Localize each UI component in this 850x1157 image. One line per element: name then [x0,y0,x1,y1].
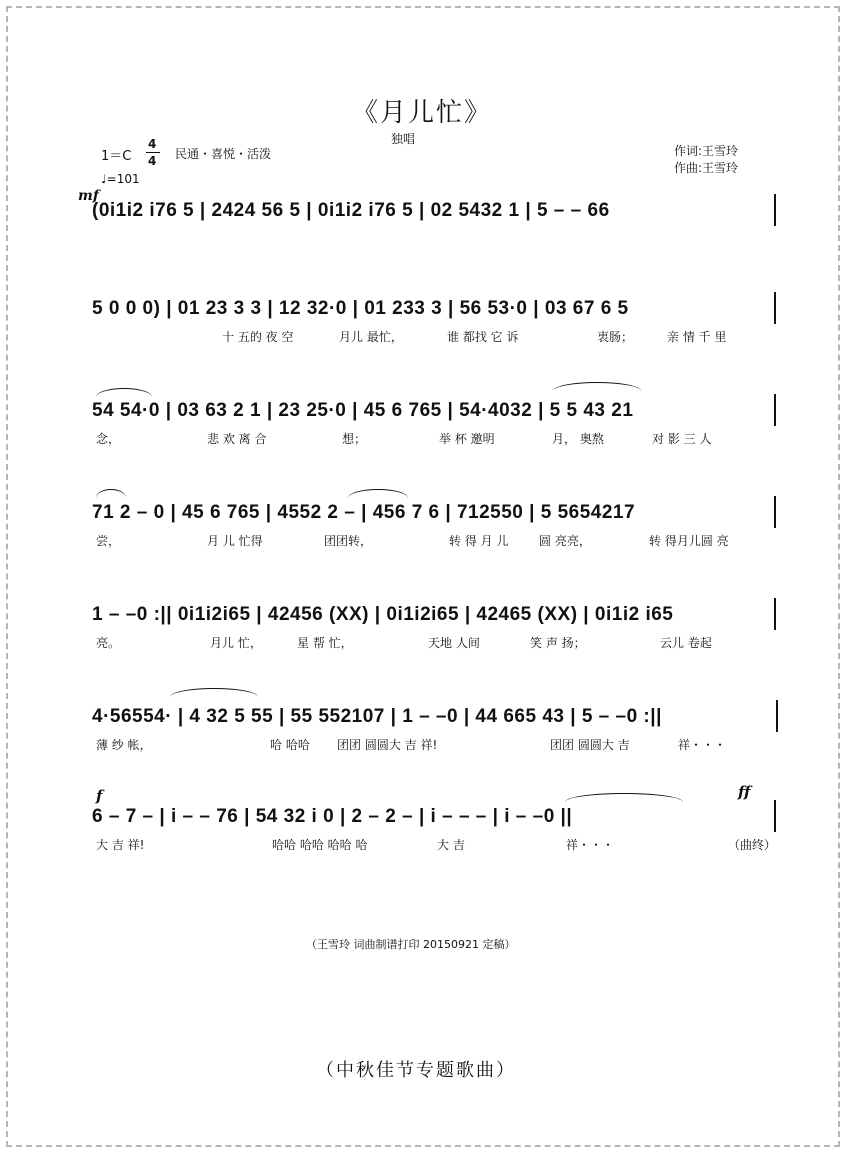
score-line-7 [92,806,782,832]
barline-end-3 [774,394,776,426]
dynamic-mf: mf [78,188,99,204]
key-signature: 1＝C [101,149,132,164]
time-signature-top: 4 [148,137,157,151]
score-line-2 [92,298,782,324]
lyric-segment: 亮。 [96,636,121,650]
score-line-4 [92,502,782,528]
lyric-segment: 团团 圆圆大 吉 [550,738,630,752]
lyric-segment: 念， [96,432,121,446]
notes-line-6: 4·56554· | 4 32 5 55 | 55 552107 | 1 – –0 | 44 665 43 | 5 – –0 :|| [92,706,662,727]
notes-line-1: (0i1i2 i76 5 | 2424 56 5 | 0i1i2 i76 5 | 02 5432 1 | 5 – – 66 [92,200,610,221]
score-line-5 [92,604,782,630]
tempo-marking: ♩=101 [101,172,140,186]
lyric-segment: 哈哈 哈哈 哈哈 哈 [272,838,368,852]
lyric-segment: 星 帮 忙， [297,636,353,650]
lyric-segment: 亲 情 千 里 [667,330,727,344]
lyric-segment: 月儿 忙， [210,636,262,650]
lyric-segment: 对 影 三 人 [652,432,712,446]
notes-line-5: 1 – –0 :|| 0i1i2i65 | 42456 (XX) | 0i1i2i65 | 42465 (XX) | 0i1i2 i65 [92,604,674,625]
lyric-segment: 天地 人间 [428,636,480,650]
notes-line-2: 5 0 0 0) | 01 23 3 3 | 12 32·0 | 01 233 3 | 56 53·0 | 03 67 6 5 [92,298,629,319]
lyric-segment: 薄 纱 帐， [96,738,152,752]
lyric-segment: 转 得 月 儿 [449,534,509,548]
score-line-1 [92,200,782,226]
lyric-segment: 月 儿 忙得 [207,534,263,548]
notes-line-4: 71 2 – 0 | 45 6 765 | 4552 2 – | 456 7 6 | 712550 | 5 5654217 [92,502,636,523]
composer-credit: 作曲:王雪玲 [674,161,739,175]
time-signature-divider [146,152,160,153]
lyric-segment: 尝， [96,534,121,548]
lyric-segment: 想； [342,432,367,446]
lyric-segment: 悲 欢 离 合 [207,432,267,446]
lyric-segment: 月， 奥熬 [552,432,604,446]
lyric-segment: 团团转， [324,534,373,548]
lyric-segment: （曲终） [728,838,777,852]
lyric-segment: 哈 哈哈 [270,738,310,752]
barline-end-1 [774,194,776,226]
score-line-3 [92,400,782,426]
lyric-segment: 圆 亮亮， [539,534,591,548]
score-line-6 [92,706,782,732]
lyric-segment: 云儿 卷起 [660,636,712,650]
barline-end-2 [774,292,776,324]
time-signature-bottom: 4 [148,154,157,168]
style-marking: 民通・喜悦・活泼 [175,147,272,161]
topic-tag: （中秋佳节专题歌曲） [316,1060,516,1081]
barline-end-6 [776,700,778,732]
dynamic-f: f [96,787,103,805]
barline-end-5 [774,598,776,630]
lyric-segment: 转 得月儿圆 亮 [649,534,729,548]
lyric-segment: 举 杯 邀明 [439,432,495,446]
lyric-segment: 衷肠； [597,330,634,344]
lyric-segment: 团团 圆圆大 吉 祥! [337,738,438,752]
lyric-segment: 十 五的 夜 空 [222,330,294,344]
lyric-segment: 大 吉 祥! [96,838,145,852]
lyric-segment: 月儿 最忙， [339,330,403,344]
song-title: 《月儿忙》 [352,98,493,128]
lyric-segment: 祥・・・ [678,738,727,752]
song-subtitle: 独唱 [391,132,416,146]
barline-end-4 [774,496,776,528]
barline-end-7 [774,800,776,832]
notes-line-3: 54 54·0 | 03 63 2 1 | 23 25·0 | 45 6 765 | 54·4032 | 5 5 43 21 [92,400,634,421]
notes-line-7: 6 – 7 – | i – – 76 | 54 32 i 0 | 2 – 2 – | i – – – | i – –0 || [92,806,573,827]
lyric-segment: 笑 声 扬； [530,636,586,650]
lyricist-credit: 作词:王雪玲 [674,144,739,158]
print-credit: （王雪玲 词曲制谱打印 20150921 定稿） [306,938,516,951]
lyric-segment: 大 吉 [437,838,465,852]
lyric-segment: 谁 都找 它 诉 [447,330,519,344]
lyric-segment: 祥・・・ [566,838,615,852]
dynamic-ff: ff [738,783,751,801]
